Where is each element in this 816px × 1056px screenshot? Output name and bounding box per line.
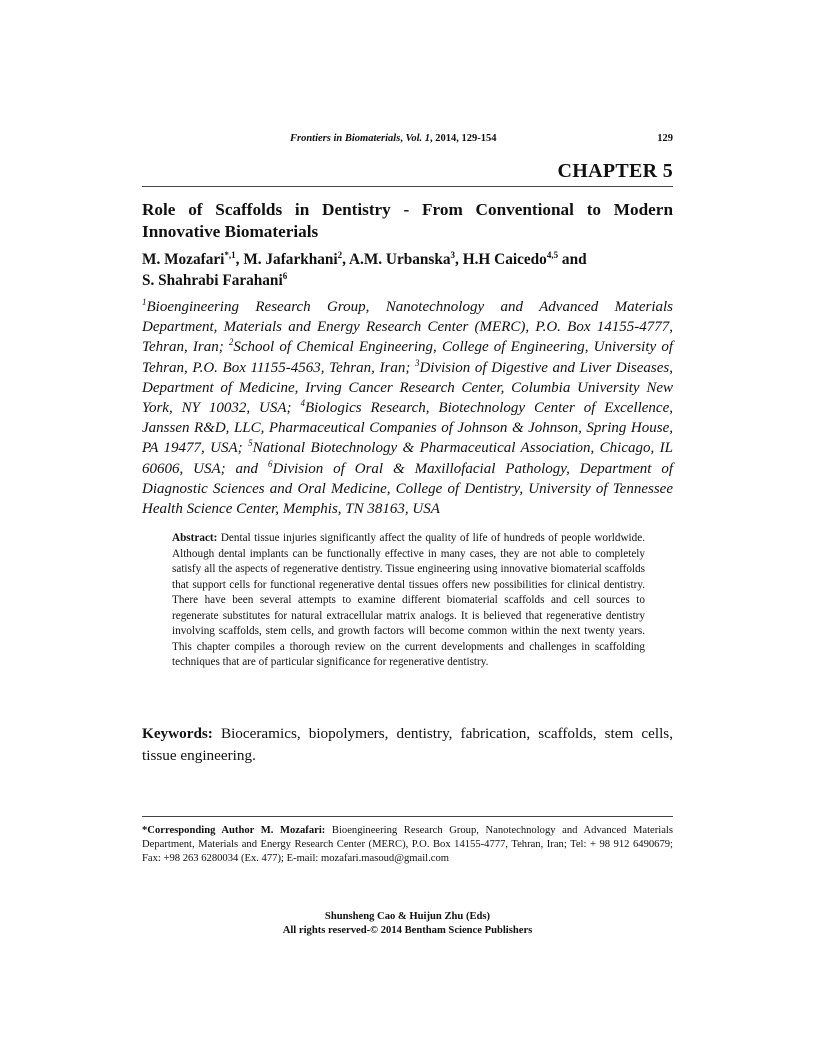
keywords-label: Keywords:	[142, 725, 213, 742]
keywords	[142, 723, 673, 767]
affiliation: Biologics Research, Biotechnology Center of Excellence, Janssen R&D, LLC, Pharmaceutical Companies of Johnson & Johnson, Spring House, PA 19477, USA;	[142, 400, 673, 457]
page-number: 129	[657, 133, 673, 144]
abstract-text: Dental tissue injuries significantly affect the quality of life of hundreds of people worldwide. Although dental implants can be functionally effective in many cases, they are not able to completely satisfy all the aspects of regenerative dentistry. Tissue engineering using innovative biomaterial scaffolds that support cells for functional regenerative dental tissues offers new possibilities for clinical dentistry. There have been several attempts to examine different biomaterial scaffolds and cell sources to regenerate substitutes for natural extracellular matrix analogs. It is believed that regenerative dentistry involving scaffolds, stem cells, and growth factors will become common within the next twenty years. This chapter compiles a thorough review on the current developments and challenges in scaffolding techniques that are of particular significance for regenerative dentistry.	[172, 532, 645, 668]
author: A.M. Urbanska$^3$,	[348, 249, 463, 268]
journal-year-pages: , 2014, 129-154	[430, 133, 497, 144]
affiliation: School of Chemical Engineering, College of Engineering, University of Tehran, P.O. Box 11155-4563, Tehran, Iran;	[142, 339, 673, 376]
chapter-label: CHAPTER 5	[557, 160, 673, 182]
author: M. Mozafari$^{*,1}$,	[142, 249, 244, 268]
journal-volume: Vol. 1	[405, 133, 431, 144]
affiliations: $^1$Bioengineering Research Group, Nanotechnology and Advanced Materials Department, Materials and Energy Research Center (MERC), P.O. Box 14155-4777, Tehran, Iran; $^2$School of Chemical Engineering, College of Engineering, University of Tehran, P.O. Box 11155-4563, Tehran, Iran; $^3$Division of Digestive and Liver Diseases, Department of Medicine, Irving Cancer Research Center, Columbia University New York, NY 10032, USA; $^4$Biologics Research, Biotechnology Center of Excellence, Janssen R&D, LLC, Pharmaceutical Companies of Johnson & Johnson, Spring House, PA 19477, USA; $^5$National Biotechnology & Pharmaceutical Association, Chicago, IL 60606, USA; and $^6$Division of Oral & Maxillofacial Pathology, Department of Diagnostic Sciences and Oral Medicine, College of Dentistry, University of Tennessee Health Science Center, Memphis, TN 38163, USA	[142, 297, 673, 518]
author: H.H Caicedo$^{4,5}$ and	[462, 249, 587, 268]
author: S. Shahrabi Farahani$^6$	[142, 270, 288, 289]
author-list	[142, 249, 673, 291]
abstract-label: Abstract:	[172, 532, 218, 544]
footnote-text: Bioengineering Research Group, Nanotechnology and Advanced Materials Department, Materials and Energy Research Center (MERC), P.O. Box 14155-4777, Tehran, Iran; Tel: + 98 912 6490679; Fax: +98 263 6280034 (Ex. 477); E-mail: mozafari.masoud@gmail.com	[142, 825, 673, 864]
chapter-title: Role of Scaffolds in Dentistry - From Conventional to Modern Innovative Biomaterials	[142, 200, 673, 241]
copyright-line: All rights reserved-© 2014 Bentham Science Publishers	[282, 925, 533, 936]
editors-line: Shunsheng Cao & Huijun Zhu (Eds)	[324, 911, 491, 922]
keywords-text: Bioceramics, biopolymers, dentistry, fabrication, scaffolds, stem cells, tissue engineering.	[142, 725, 673, 764]
footnote-label: *Corresponding Author M. Mozafari:	[142, 825, 326, 836]
abstract	[172, 531, 645, 671]
affiliation: Division of Digestive and Liver Diseases, Department of Medicine, Irving Cancer Research Center, Columbia University New York, NY 10032, USA;	[142, 359, 673, 417]
affiliation: Division of Oral & Maxillofacial Pathology, Department of Diagnostic Sciences and Oral Medicine, College of Dentistry, University of Tennessee Health Science Center, Memphis, TN 38163, USA	[142, 460, 673, 518]
corresponding-author-footnote	[142, 824, 673, 866]
affiliation: Bioengineering Research Group, Nanotechnology and Advanced Materials Department, Materials and Energy Research Center (MERC), P.O. Box 14155-4777, Tehran, Iran;	[142, 299, 673, 356]
affiliation: National Biotechnology & Pharmaceutical Association, Chicago, IL 60606, USA; and	[142, 440, 673, 477]
chapter-rule	[142, 186, 673, 187]
journal-name: Frontiers in Biomaterials	[290, 133, 401, 144]
author: M. Jafarkhani$^2$,	[243, 249, 349, 268]
footnote-rule	[142, 816, 673, 817]
running-header: Frontiers in Biomaterials, Vol. 1, 2014, 129-154	[290, 133, 497, 144]
